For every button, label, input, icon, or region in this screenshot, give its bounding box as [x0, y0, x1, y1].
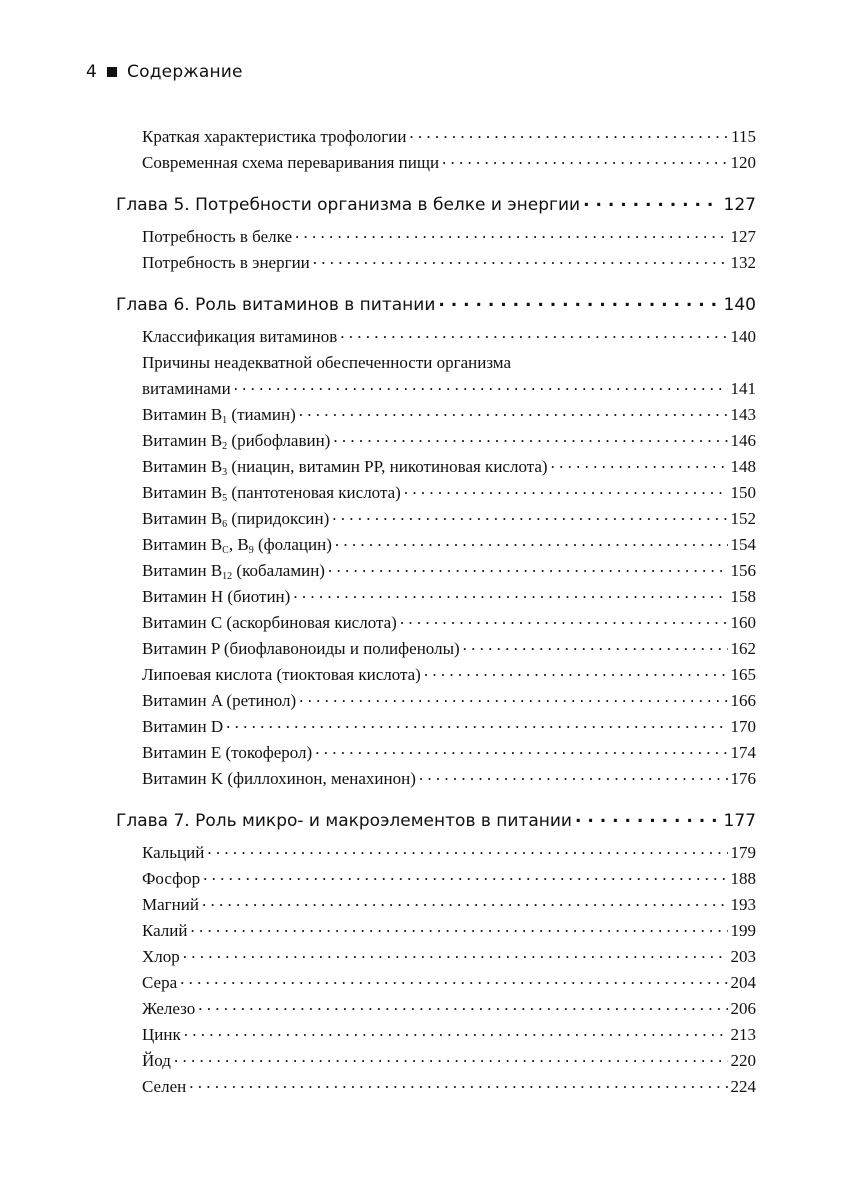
- title-text: (пиридоксин): [227, 509, 330, 528]
- page-ref: 140: [723, 295, 756, 315]
- dot-leader: [328, 554, 728, 580]
- entry-title: [142, 224, 292, 250]
- title-text: Глава 7. Роль микро- и макроэлементов в питании: [116, 811, 572, 831]
- dot-leader: [404, 476, 728, 502]
- page-ref: 220: [730, 1051, 756, 1070]
- title-text: Краткая характеристика трофологии: [142, 127, 407, 146]
- title-text: (тиамин): [227, 405, 296, 424]
- title-text: Витамин A (ретинол): [142, 691, 297, 710]
- title-text: Витамин B: [142, 509, 223, 528]
- dot-leader: [409, 120, 728, 146]
- dot-leader: [313, 246, 728, 272]
- dot-leader: [400, 606, 728, 632]
- title-text: Витамин C (аскорбиновая кислота): [142, 613, 397, 632]
- entry-title: [142, 1048, 171, 1074]
- entry-title: [142, 584, 290, 610]
- title-text: Калий: [142, 921, 188, 940]
- page-ref: 115: [731, 127, 756, 146]
- title-text: (рибофлавин): [227, 431, 331, 450]
- dot-leader: [299, 398, 728, 424]
- dot-leader: [191, 914, 728, 940]
- subscript: 6: [222, 519, 228, 530]
- dot-leader: [583, 186, 720, 216]
- title-text: Фосфор: [142, 869, 201, 888]
- subscript: 12: [222, 571, 233, 582]
- title-text: , B: [228, 535, 249, 554]
- title-text: Цинк: [142, 1025, 181, 1044]
- entry-title: [142, 1074, 186, 1100]
- title-text: (пантотеновая кислота): [227, 483, 401, 502]
- dot-leader: [340, 320, 727, 346]
- title-text: Современная схема переваривания пищи: [142, 153, 440, 172]
- title-text: (кобаламин): [232, 561, 325, 580]
- dot-leader: [442, 146, 727, 172]
- dot-leader: [332, 502, 727, 528]
- chapter-title: [116, 806, 572, 836]
- page-ref: 143: [730, 405, 756, 424]
- page-ref: 165: [730, 665, 756, 684]
- running-head: [86, 62, 243, 82]
- title-text: Витамин B: [142, 535, 223, 554]
- toc-entry: [116, 1074, 756, 1100]
- entry-title: [142, 918, 188, 944]
- page-ref: 120: [730, 153, 756, 172]
- entry-title: [142, 610, 397, 636]
- title-text: (фолацин): [253, 535, 332, 554]
- page-ref: 177: [723, 811, 756, 831]
- page-ref: 213: [730, 1025, 756, 1044]
- entry-title: [142, 150, 439, 176]
- entry-title-line: Причины неадекватной обеспеченности организма: [142, 353, 511, 372]
- page-ref: 140: [730, 327, 756, 346]
- chapter-title: [116, 190, 580, 220]
- dot-leader: [234, 372, 728, 398]
- toc-chapter: [116, 806, 756, 836]
- page-ref: 193: [730, 895, 756, 914]
- title-text: Витамин B: [142, 405, 223, 424]
- dot-leader: [295, 220, 728, 246]
- toc-entry: [116, 324, 756, 350]
- entry-title: [142, 636, 460, 662]
- toc-entry: [116, 250, 756, 276]
- dot-leader: [202, 888, 728, 914]
- entry-title: [142, 866, 200, 892]
- subscript: 1: [222, 415, 228, 426]
- dot-leader: [424, 658, 728, 684]
- page-ref: 162: [730, 639, 756, 658]
- subscript: C: [222, 545, 229, 556]
- page-ref: 154: [730, 535, 756, 554]
- entry-title: [142, 250, 310, 276]
- dot-leader: [203, 862, 727, 888]
- toc-chapter: [116, 290, 756, 320]
- dot-leader: [575, 802, 721, 832]
- entry-title: [142, 840, 204, 866]
- title-text: Витамин H (биотин): [142, 587, 291, 606]
- dot-leader: [551, 450, 728, 476]
- entry-title: [142, 532, 332, 558]
- dot-leader: [189, 1070, 727, 1096]
- title-text: Витамин B: [142, 561, 223, 580]
- title-text: Йод: [142, 1051, 171, 1070]
- subscript: 3: [222, 467, 228, 478]
- page-ref: 152: [730, 509, 756, 528]
- title-text: Витамин B: [142, 431, 223, 450]
- subscript: 5: [222, 493, 228, 504]
- entry-title: [142, 714, 223, 740]
- title-text: Железо: [142, 999, 196, 1018]
- toc-entry: [116, 350, 756, 402]
- title-text: Кальций: [142, 843, 205, 862]
- page-ref: 204: [730, 973, 756, 992]
- dot-leader: [335, 528, 728, 554]
- page-ref: 174: [730, 743, 756, 762]
- title-text: Хлор: [142, 947, 180, 966]
- subscript: 2: [222, 441, 228, 452]
- entry-title: [142, 124, 406, 150]
- page-ref: 160: [730, 613, 756, 632]
- title-text: Витамин B: [142, 483, 223, 502]
- dot-leader: [174, 1044, 728, 1070]
- title-text: Сера: [142, 973, 178, 992]
- entry-title: [142, 506, 329, 532]
- title-text: (ниацин, витамин PP, никотиновая кислота): [227, 457, 548, 476]
- page-ref: 146: [730, 431, 756, 450]
- dot-leader: [207, 836, 727, 862]
- title-text: Витамин P (биофлавоноиды и полифенолы): [142, 639, 460, 658]
- page-ref: 199: [730, 921, 756, 940]
- entry-title: [142, 376, 231, 402]
- title-text: Витамин K (филлохинон, менахинон): [142, 769, 416, 788]
- title-text: Липоевая кислота (тиоктовая кислота): [142, 665, 421, 684]
- dot-leader: [180, 966, 727, 992]
- page-ref: 166: [730, 691, 756, 710]
- title-text: Селен: [142, 1077, 187, 1096]
- dot-leader: [419, 762, 728, 788]
- title-text: Глава 6. Роль витаминов в питании: [116, 295, 436, 315]
- entry-title: [142, 766, 416, 792]
- page-ref: 132: [730, 253, 756, 272]
- page-ref: 179: [730, 843, 756, 862]
- page-number: 4: [86, 62, 98, 82]
- title-text: витаминами: [142, 379, 231, 398]
- dot-leader: [463, 632, 728, 658]
- title-text: Магний: [142, 895, 199, 914]
- entry-title: [142, 324, 337, 350]
- entry-title: [142, 944, 180, 970]
- dot-leader: [299, 684, 727, 710]
- dot-leader: [198, 992, 727, 1018]
- dot-leader: [183, 940, 728, 966]
- dot-leader: [184, 1018, 728, 1044]
- dot-leader: [315, 736, 727, 762]
- page-ref: 158: [730, 587, 756, 606]
- title-text: Витамин B: [142, 457, 223, 476]
- entry-title: [142, 428, 330, 454]
- page-ref: 148: [730, 457, 756, 476]
- dot-leader: [293, 580, 727, 606]
- dot-leader: [333, 424, 727, 450]
- page-ref: 170: [730, 717, 756, 736]
- page-ref: 141: [730, 379, 756, 398]
- title-text: Глава 5. Потребности организма в белке и энергии: [116, 195, 581, 215]
- page-ref: 127: [730, 227, 756, 246]
- title-text: Витамин D: [142, 717, 224, 736]
- square-bullet-icon: [107, 67, 117, 77]
- page-ref: 176: [730, 769, 756, 788]
- toc-entry: [116, 150, 756, 176]
- entry-title: [142, 740, 312, 766]
- subscript: 9: [248, 545, 254, 556]
- entry-title: [142, 402, 296, 428]
- entry-title: [142, 970, 177, 996]
- toc-chapter: [116, 190, 756, 220]
- page-ref: 156: [730, 561, 756, 580]
- page-ref: 188: [730, 869, 756, 888]
- section-title: Содержание: [127, 62, 243, 82]
- page-ref: 203: [730, 947, 756, 966]
- title-text: Классификация витаминов: [142, 327, 338, 346]
- title-text: Витамин E (токоферол): [142, 743, 313, 762]
- page-ref: 224: [730, 1077, 756, 1096]
- toc-entry: [116, 766, 756, 792]
- title-text: Потребность в энергии: [142, 253, 310, 272]
- page-ref: 150: [730, 483, 756, 502]
- page-ref: 206: [730, 999, 756, 1018]
- chapter-title: [116, 290, 435, 320]
- title-text: Потребность в белке: [142, 227, 292, 246]
- dot-leader: [438, 286, 720, 316]
- dot-leader: [226, 710, 727, 736]
- page-ref: 127: [723, 195, 756, 215]
- table-of-contents: [116, 124, 756, 1100]
